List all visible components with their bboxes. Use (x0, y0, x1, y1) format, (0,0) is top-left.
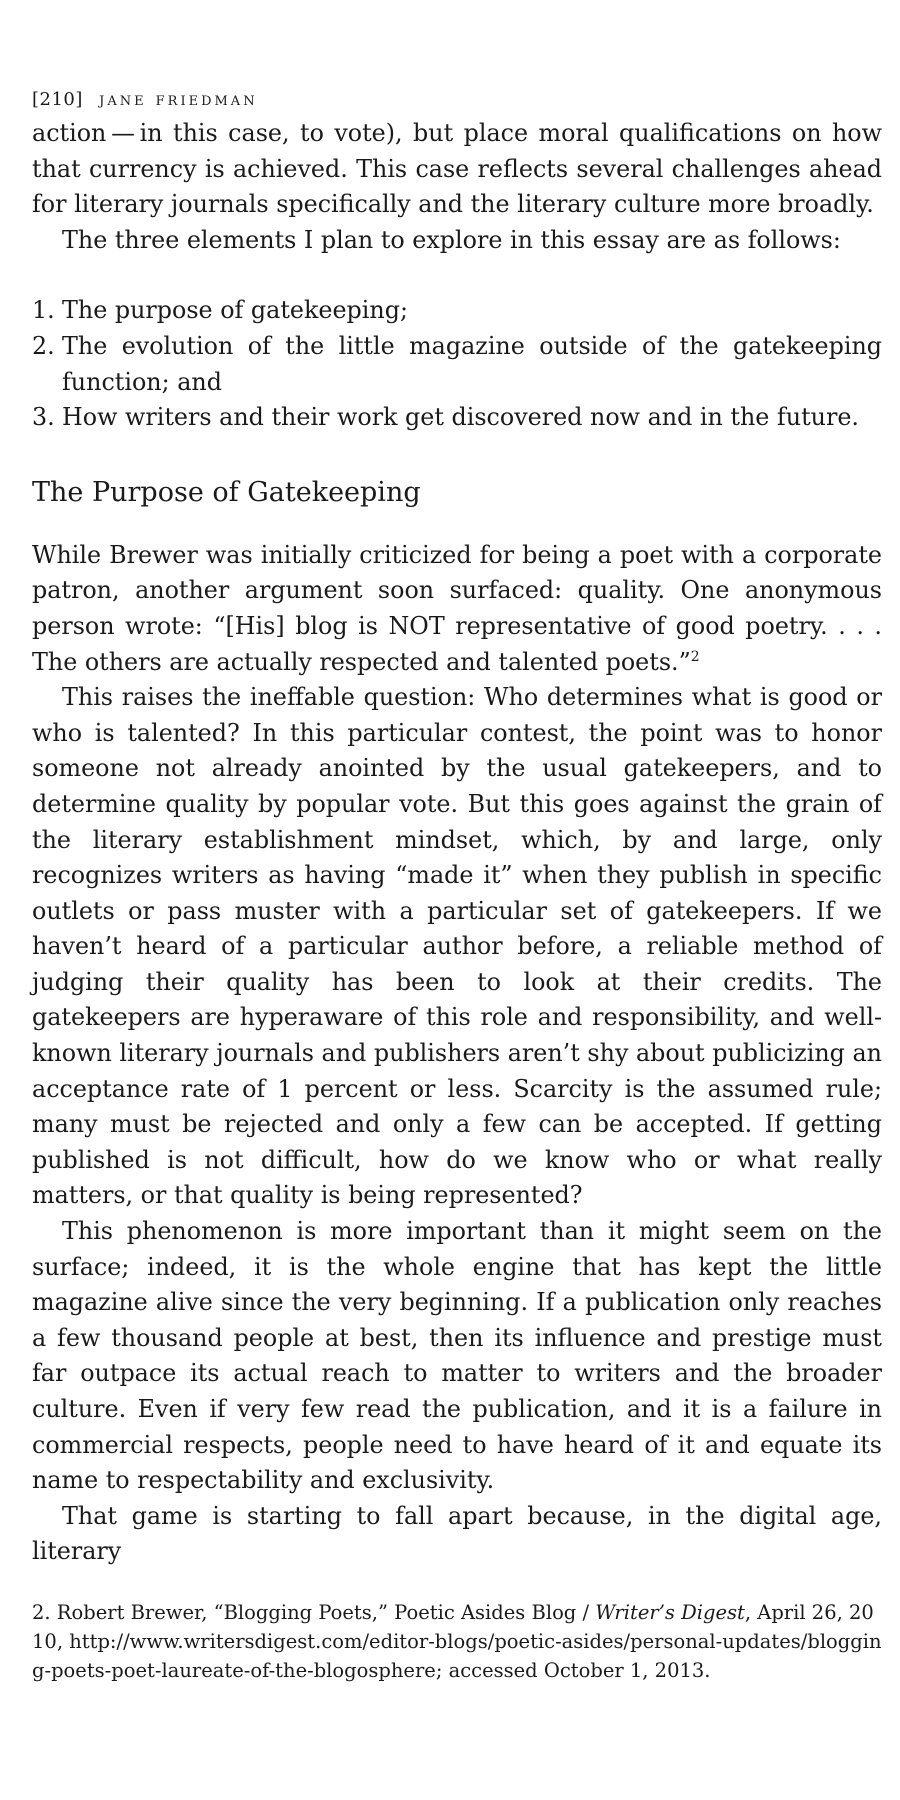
page (32, 88, 882, 1685)
footnote (32, 1598, 882, 1685)
body-paragraph (32, 538, 882, 680)
footnote-lead: 2. Robert Brewer, “Blogging Poets,” Poetic Asides Blog / (32, 1600, 596, 1624)
list-number: 3. (32, 403, 55, 432)
running-head-author: jane friedman (99, 88, 258, 110)
body-paragraph: This raises the ineffable question: Who determines what is good or who is talented? In this particular contest, the point was to honor someone not already anointed by the usual gatekeepers, and to determine quality by popular vote. But this goes against the grain of the literary establishment mindset, which, by and large, only recognizes writers as having “made it” when they publish in specific outlets or pass muster with a particular set of gatekeepers. If we haven’t heard of a particular author before, a reliable method of judging their quality has been to look at their credits. The gatekeepers are hyperaware of this role and responsibility, and well-known literary journals and publishers aren’t shy about publicizing an acceptance rate of 1 percent or less. Scarcity is the assumed rule; many must be rejected and only a few can be accepted. If getting published is not difficult, how do we know who or what really matters, or that quality is being represented? (32, 683, 882, 1210)
list-item (32, 329, 882, 400)
list-number: 2. (32, 331, 55, 360)
footnote-reference[interactable]: 2 (690, 648, 700, 665)
intro-paragraph: The three elements I plan to explore in this essay are as follows: (62, 225, 841, 254)
footnote-separator (32, 1570, 882, 1598)
intro-paragraph: action — in this case, to vote), but place moral qualifications on how that currency is achieved. This case reflects several challenges ahead for literary journals specifically and the literary culture more broadly. (32, 119, 882, 219)
running-head (32, 88, 882, 110)
list-number: 1. (32, 296, 55, 325)
list-text: How writers and their work get discovered now and in the future. (62, 403, 859, 432)
body-paragraph: That game is starting to fall apart because, in the digital age, literary (32, 1501, 882, 1566)
footnote-tail: , April 26, 2010, http://www.writersdigest.com/editor-blogs/poetic-asides/personal-updates/blogging-poets-poet-laureate-of-the-blogosphere; accessed October 1, 2013. (32, 1600, 882, 1682)
elements-list (32, 293, 882, 435)
body-paragraph-text: While Brewer was initially criticized for being a poet with a corporate patron, another argument soon surfaced: quality. One anonymous person wrote: “[His] blog is NOT representative of good poetry. . . . The others are actually respected and talented poets.” (32, 540, 882, 676)
list-text: The evolution of the little magazine outside of the gatekeeping function; and (62, 331, 882, 396)
list-text: The purpose of gatekeeping; (62, 296, 408, 325)
footnote-publication: Writer’s Digest (595, 1600, 745, 1624)
list-item (32, 400, 882, 436)
body-paragraph: This phenomenon is more important than it might seem on the surface; indeed, it is the whole engine that has kept the little magazine alive since the very beginning. If a publication only reaches a few thousand people at best, then its influence and prestige must far outpace its actual reach to matter to writers and the broader culture. Even if very few read the publication, and it is a failure in commercial respects, people need to have heard of it and equate its name to respectability and exclusivity. (32, 1217, 882, 1495)
section-heading: The Purpose of Gatekeeping (32, 476, 421, 508)
page-number: [210] (32, 89, 83, 110)
list-item (32, 293, 882, 329)
